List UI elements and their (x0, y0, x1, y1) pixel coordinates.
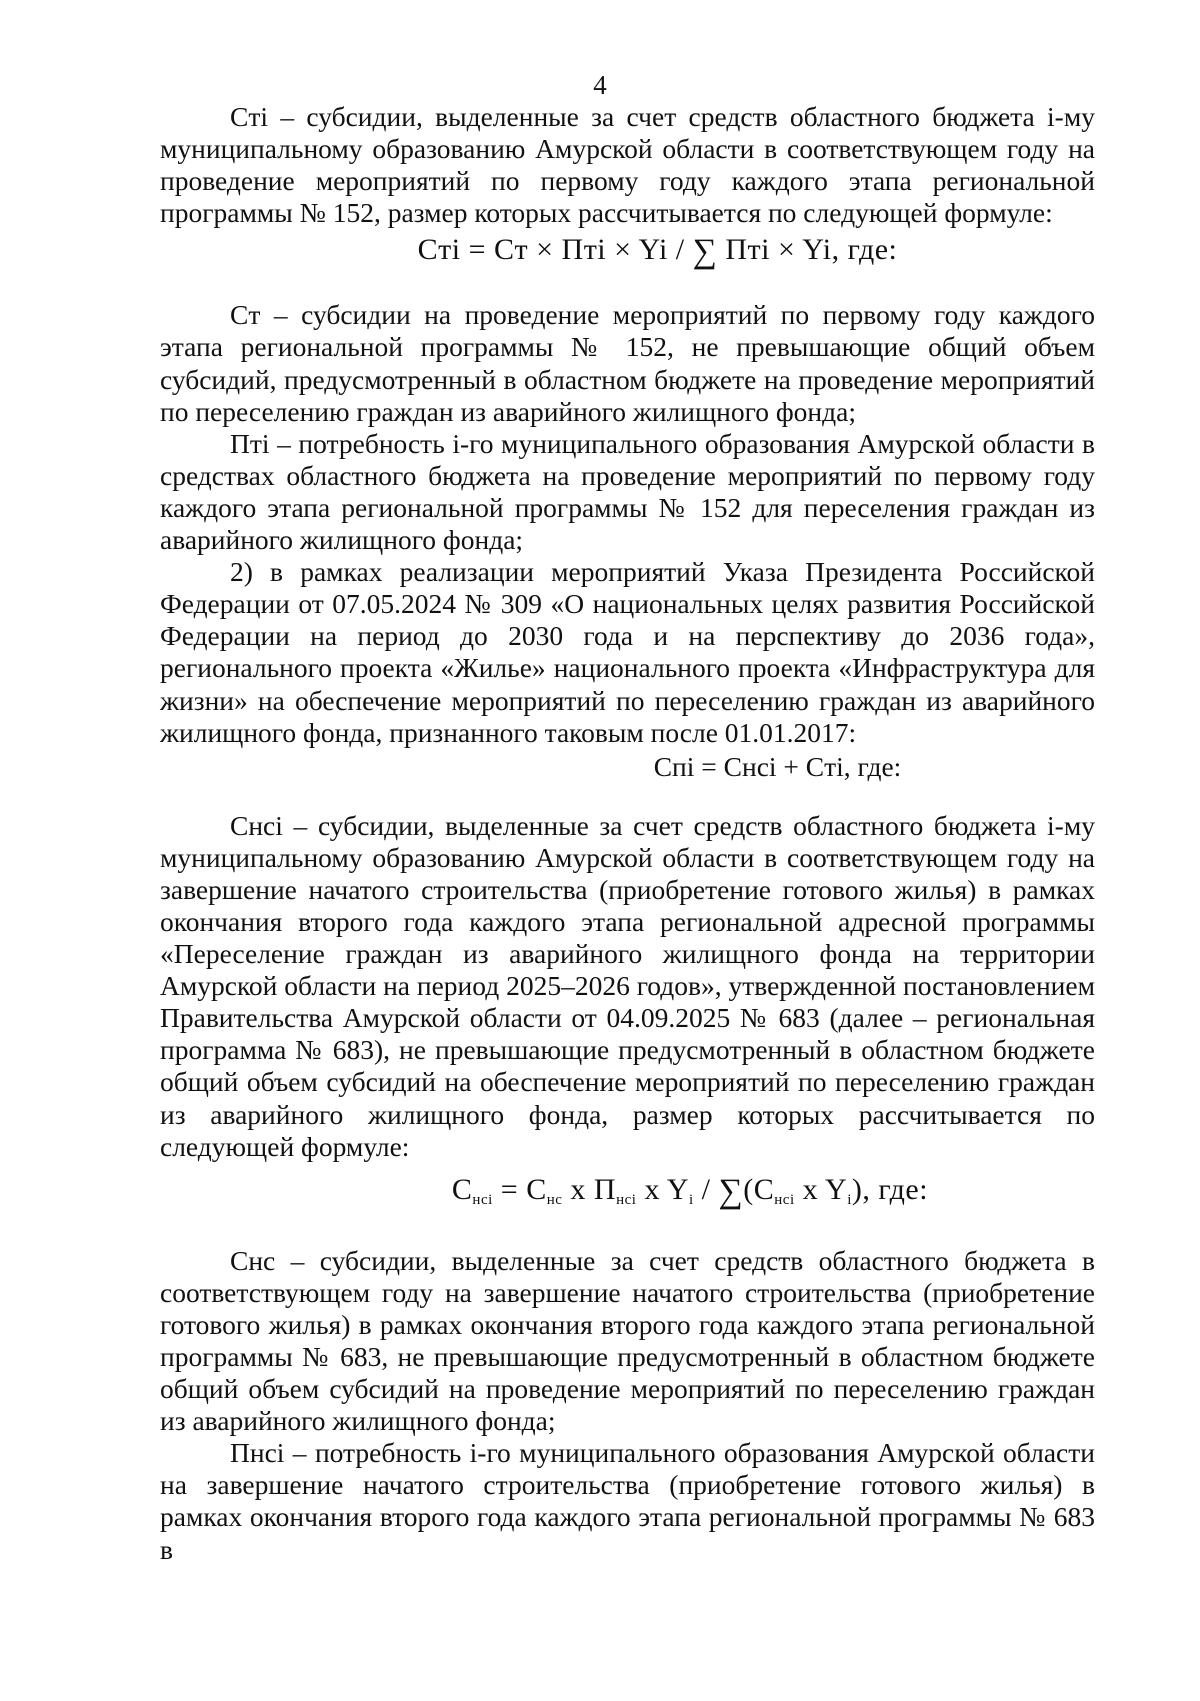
paragraph-pnsi-definition: Пнсi – потребность i-го муниципального образования Амурской области на завершение начатого строительства (приобретение готового жилья) в рамках окончания второго года каждого этапа региональной программы № 683 в (160, 1437, 1095, 1565)
document-body (160, 101, 1095, 1566)
paragraph-ct-definition: Cт – субсидии на проведение мероприятий по первому году каждого этапа региональной программы № 152, не превышающие общий объем субсидий, предусмотренный в областном бюджете на проведение мероприятий по переселению граждан из аварийного жилищного фонда; (160, 299, 1095, 427)
formula-term: x Y (794, 1172, 848, 1206)
formula-term: = C (492, 1172, 547, 1206)
formula-cti (160, 230, 1095, 272)
paragraph-pti-definition: Птi – потребность i-го муниципального образования Амурской области в средствах областного бюджета на проведение мероприятий по первому году каждого этапа региональной программы № 152 для переселения граждан из аварийного жилищного фонда; (160, 427, 1095, 556)
sum-symbol: ∑ (718, 1172, 744, 1210)
sum-symbol: ∑ (692, 233, 718, 271)
formula-subscript: i (847, 1191, 852, 1208)
formula-subscript: нсi (472, 1191, 493, 1208)
formula-term: x Y (636, 1172, 689, 1206)
formula-term: / (693, 1172, 719, 1206)
formula-cti-left: Cтi = Cт × Птi × Yi / (417, 233, 693, 267)
formula-cti-right: Птi × Yi, где: (717, 233, 898, 267)
formula-subscript: нсi (774, 1191, 795, 1208)
formula-cpi: Cпi = Cнсi + Cтi, где: (653, 750, 902, 782)
formula-cnsi (160, 1169, 1095, 1221)
formula-subscript: нс (546, 1191, 563, 1208)
formula-subscript: нсi (616, 1191, 637, 1208)
paragraph-cti-definition: Cтi – субсидии, выделенные за счет средств областного бюджета i-му муниципальному образованию Амурской области в соответствующем году на проведение мероприятий по первому году каждого этапа региональной программы № 152, размер которых рассчитывается по следующей формуле: (160, 101, 1095, 229)
paragraph-item-2: 2) в рамках реализации мероприятий Указа Президента Российской Федерации от 07.05.2024 № 309 «О национальных целях развития Российской Федерации на период до 2030 года и на перспективу до 2036 года», регионального проекта «Жилье» национального проекта «Инфраструктура для жизни» на обеспечение мероприятий по переселению граждан из аварийного жилищного фонда, признанного таковым после 01.01.2017: (160, 556, 1095, 748)
paragraph-cnsi-definition: Cнсi – субсидии, выделенные за счет средств областного бюджета i-му муниципальному образованию Амурской области в соответствующем году на завершение начатого строительства (приобретение готового жилья) в рамках окончания второго года каждого этапа региональной адресной программы «Переселение граждан из аварийного жилищного фонда на территории Амурской области на период 2025–2026 годов», утвержденной постановлением Правительства Амурской области от 04.09.2025 № 683 (далее – региональная программа № 683), не превышающие предусмотренный в областном бюджете общий объем субсидий на обеспечение мероприятий по переселению граждан из аварийного жилищного фонда, размер которых рассчитывается по следующей формуле: (160, 809, 1095, 1162)
formula-subscript: i (689, 1191, 694, 1208)
page-number: 4 (593, 70, 607, 100)
formula-term: ), где: (851, 1172, 929, 1206)
formula-term: C (451, 1172, 473, 1206)
formula-term: x П (562, 1172, 617, 1206)
formula-term: (C (743, 1172, 775, 1206)
paragraph-cns-definition: Cнс – субсидии, выделенные за счет средств областного бюджета в соответствующем году на завершение начатого строительства (приобретение готового жилья) в рамках окончания второго года каждого этапа региональной программы № 683, не превышающие предусмотренный в областном бюджете общий объем субсидий на проведение мероприятий по переселению граждан из аварийного жилищного фонда; (160, 1244, 1095, 1437)
